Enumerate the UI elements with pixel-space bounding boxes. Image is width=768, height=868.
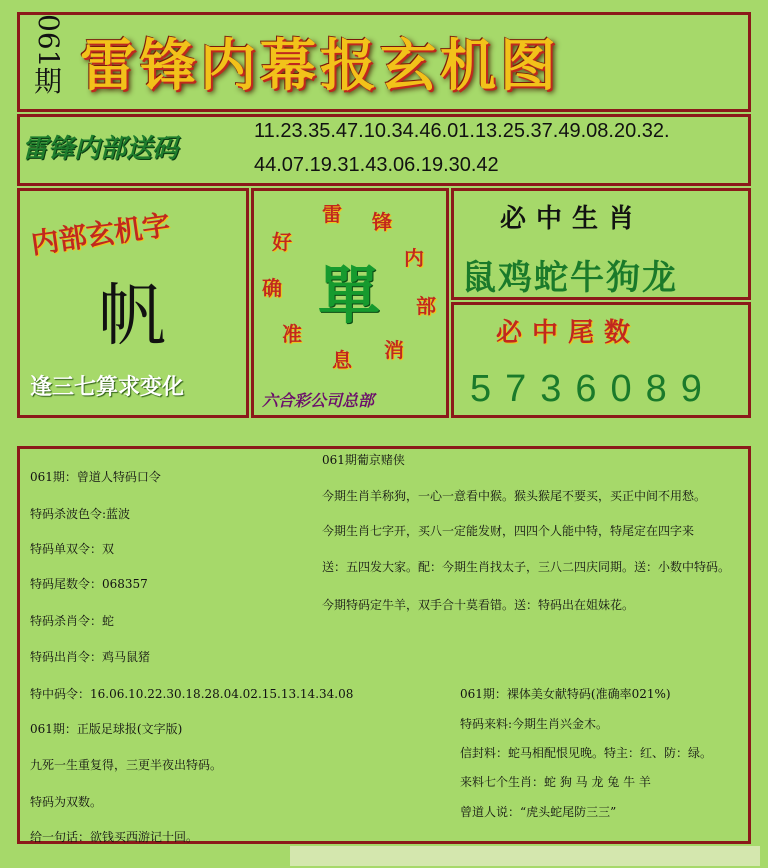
info-right-line: 今期生肖羊称狗，一心一意看中猴。猴头猴尾不要买，买正中间不用愁。: [322, 489, 707, 503]
ring-char: 消: [384, 338, 404, 362]
info-left-line: 061期：曾道人特码口令: [30, 470, 161, 484]
info-left-line: 特码出肖令：鸡马鼠猪: [30, 650, 151, 664]
info-left-line: 特码杀肖令：蛇: [30, 614, 115, 628]
info-left-line: 特码尾数令：068357: [30, 577, 148, 591]
code-section-title: 雷锋内部送码: [22, 134, 179, 164]
info-left-line: 061期：正版足球报(文字版): [30, 722, 183, 736]
code-line-2: 44.07.19.31.43.06.19.30.42: [254, 154, 499, 176]
page-title: 雷锋内幕报玄机图: [80, 33, 560, 99]
mystery-character: 帆: [98, 277, 167, 356]
info-right-bottom-line: 曾道人说：“虎头蛇尾防三三”: [460, 805, 617, 819]
ring-char: 准: [282, 322, 302, 346]
center-character: 單: [318, 259, 381, 332]
info-right-line: 今期生肖七字开，买八一定能发财，四四个人能中特，特尾定在四字来: [322, 524, 695, 538]
info-left-line: 特码杀波色令:蓝波: [30, 507, 131, 521]
word-section-title: 内部玄机字: [28, 208, 173, 261]
ring-char: 雷: [322, 202, 342, 226]
tail-title: 必中尾数: [496, 318, 641, 348]
ring-char: 内: [404, 246, 424, 270]
ring-char: 部: [416, 294, 436, 318]
issue-suffix: 期: [33, 65, 62, 99]
issue-num: 061: [32, 14, 65, 68]
info-right-line: 061期葡京赌侠: [322, 453, 405, 467]
info-right-bottom-line: 来料七个生肖：蛇 狗 马 龙 兔 牛 羊: [460, 775, 651, 789]
tail-digits: 5736089: [470, 368, 716, 410]
code-line-1: 11.23.35.47.10.34.46.01.13.25.37.49.08.20.32.: [254, 120, 670, 142]
ring-char: 息: [332, 348, 352, 372]
cropped-bottom-strip: [290, 846, 760, 866]
info-left-line: 特中码令：16.06.10.22.30.18.28.04.02.15.13.14.34.08: [30, 687, 354, 701]
info-right-line: 送：五四发大家。配：今期生肖找太子，三八二四庆同期。送：小数中特码。: [322, 560, 731, 574]
info-right-bottom-line: 061期：裸体美女献特码(准确率021%): [460, 687, 671, 701]
info-left-line: 九死一生重复得，三更半夜出特码。: [30, 758, 223, 772]
info-left-line: 给一句话：欲钱买西游记十回。: [30, 830, 199, 844]
ring-char: 确: [262, 276, 282, 300]
zodiac-list: 鼠鸡蛇牛狗龙: [462, 258, 678, 298]
info-left-line: 特码单双令：双: [30, 542, 115, 556]
info-left-line: 特码为双数。: [30, 795, 103, 809]
info-right-line: 今期特码定牛羊，双手合十莫看错。送：特码出在姐妹花。: [322, 598, 635, 612]
info-right-bottom-line: 特码来料:今期生肖兴金木。: [460, 717, 609, 731]
company-label: 六合彩公司总部: [262, 391, 375, 410]
ring-char: 锋: [372, 210, 392, 234]
zodiac-title: 必中生肖: [500, 204, 645, 234]
ring-char: 好: [272, 230, 292, 254]
word-proverb: 逢三七算求变化: [30, 374, 185, 400]
info-right-bottom-line: 信封料：蛇马相配恨见晚。特主：红、防：绿。: [460, 746, 713, 760]
issue-number: [28, 14, 68, 97]
